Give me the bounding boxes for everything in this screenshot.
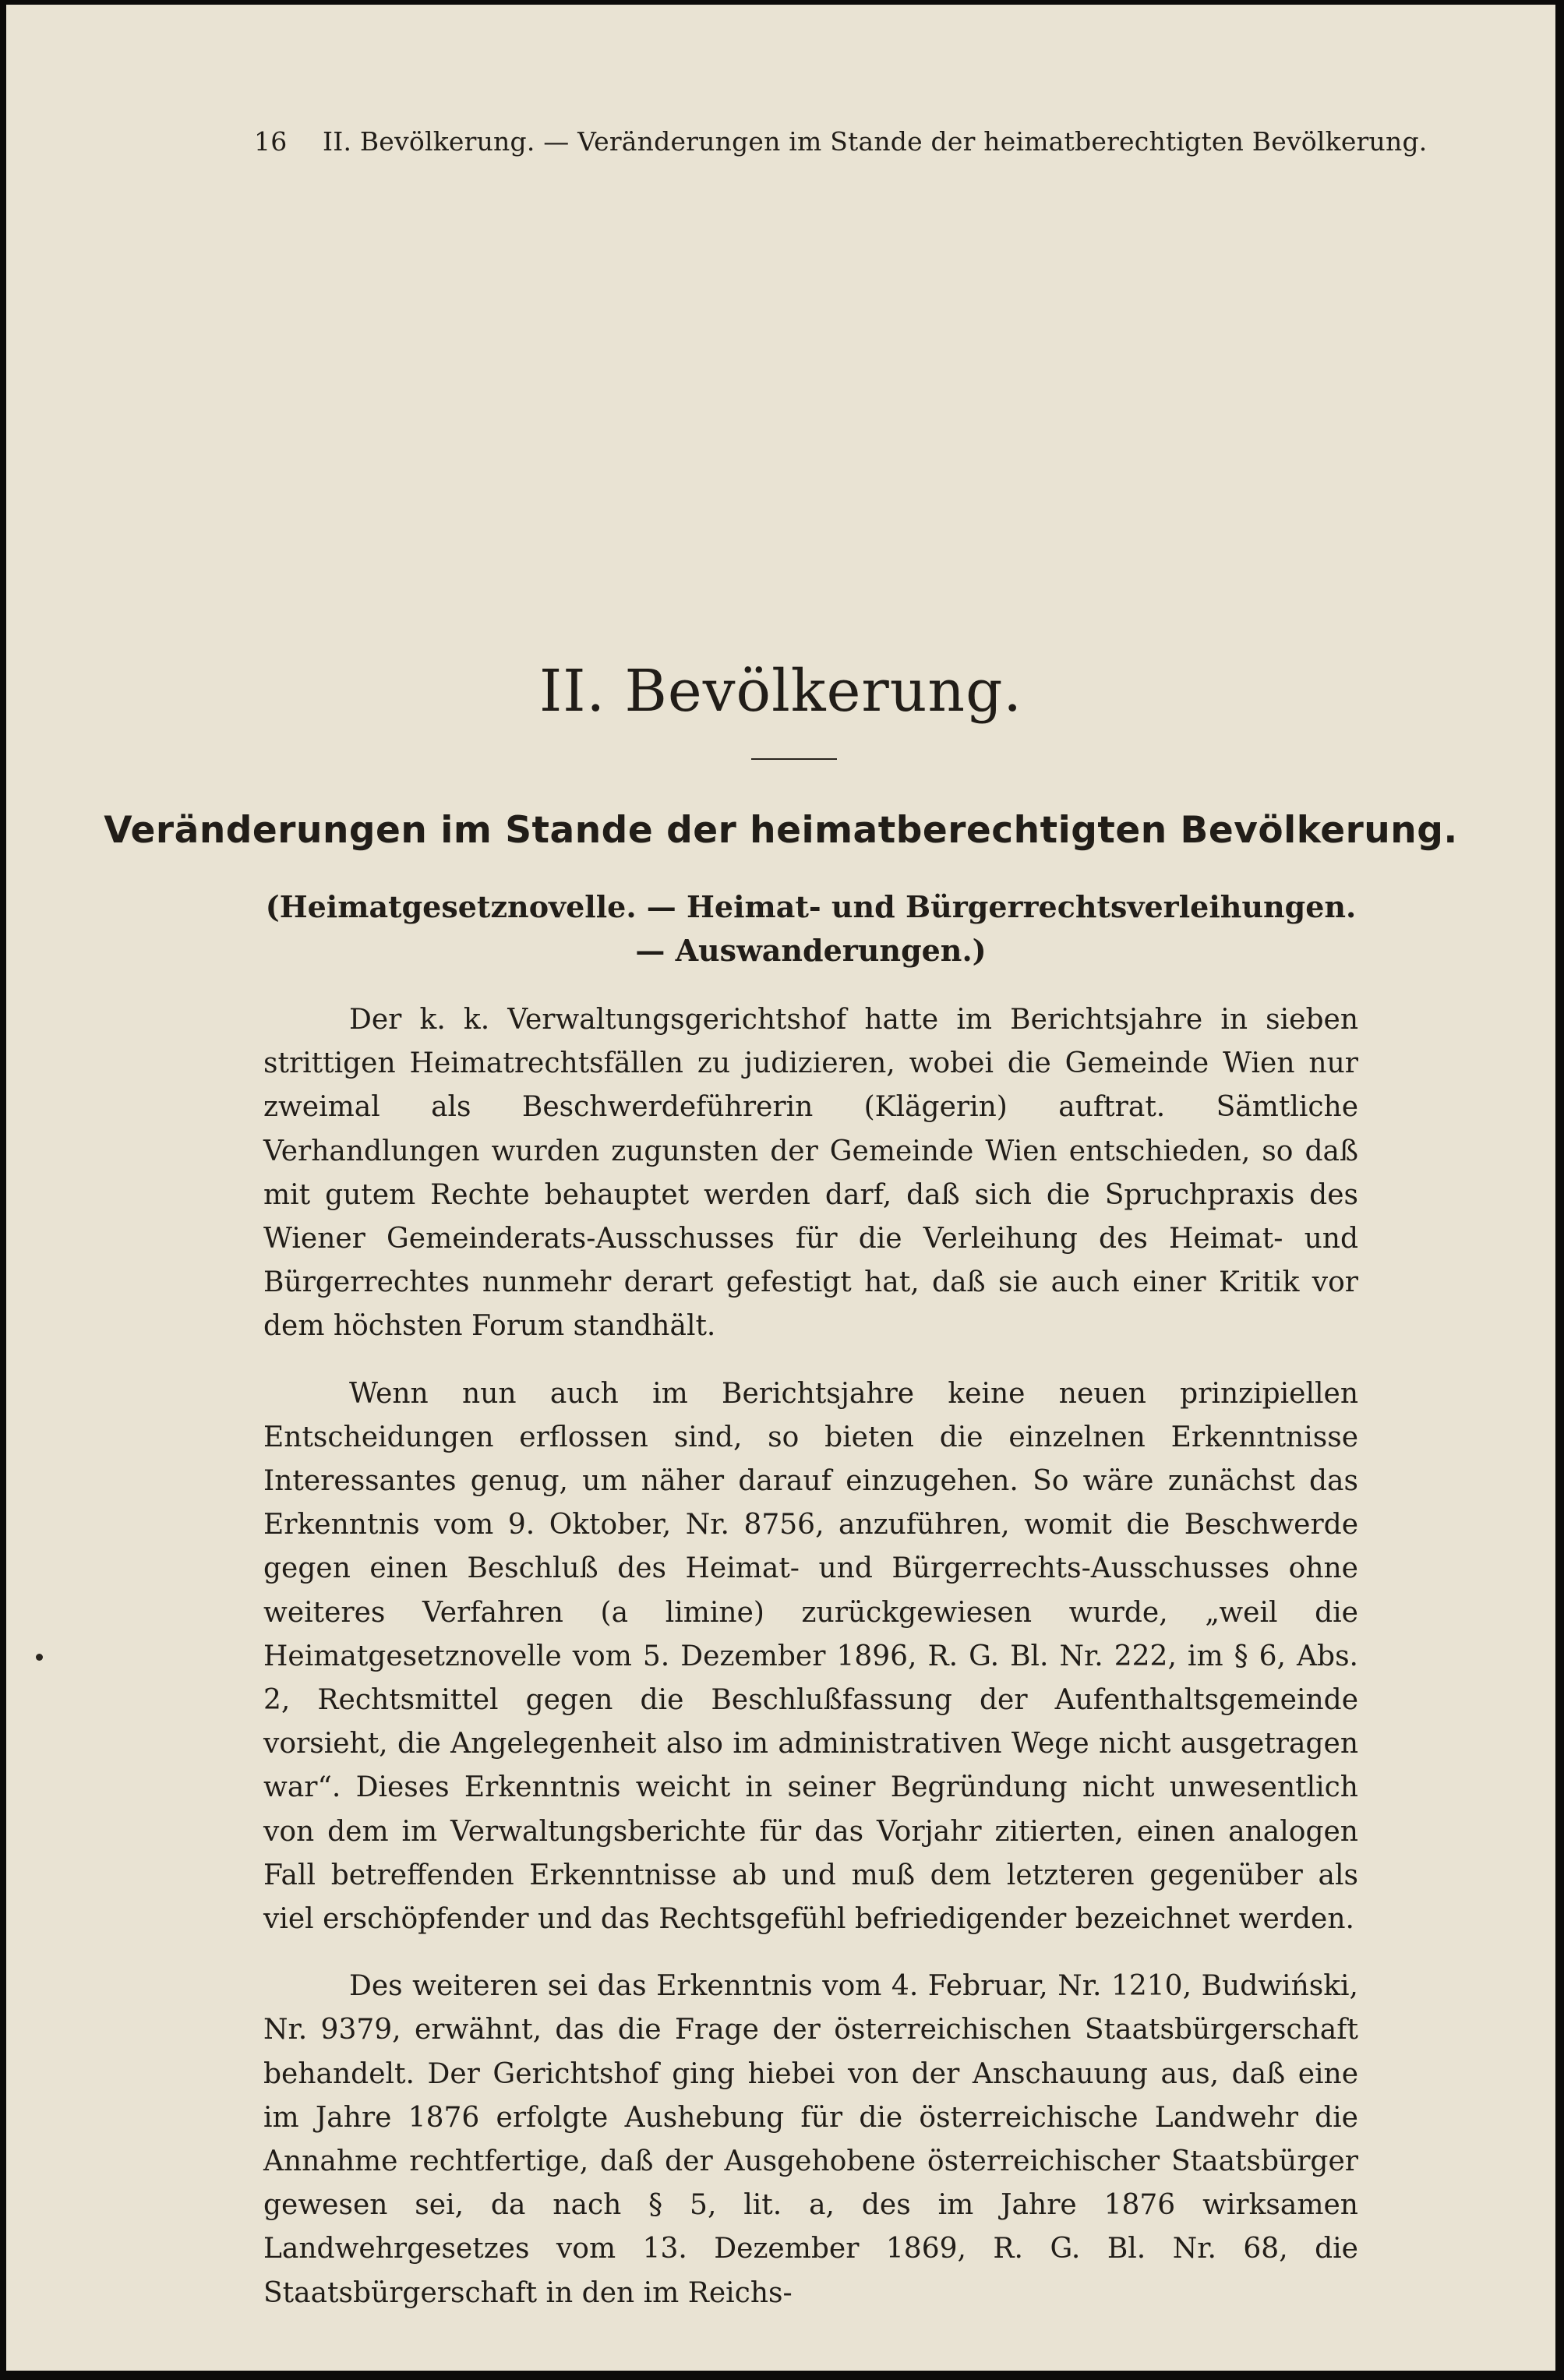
title-divider <box>751 758 837 760</box>
section-title: Veränderungen im Stande der heimatberechtigten Bevölkerung. <box>104 809 1458 852</box>
running-header <box>254 126 1428 157</box>
paragraph: Des weiteren sei das Erkenntnis vom 4. Februar, Nr. 1210, Budwiński, Nr. 9379, erwähnt, das die Frage der österreichischen Staatsbürgerschaft behandelt. Der Gerichtshof ging hiebei von der Anschauung aus, daß eine im Jahre 1876 erfolgte Aushebung für die österreichische Landwehr die Annahme rechtfertige, daß der Ausgehobene österreichischer Staatsbürger gewesen sei, da nach § 5, lit. a, des im Jahre 1876 wirksamen Landwehrgesetzes vom 13. Dezember 1869, R. G. Bl. Nr. 68, die Staatsbürgerschaft in den im Reichs- <box>263 1970 1358 2309</box>
document-page <box>6 5 1555 2371</box>
section-subtitle: (Heimatgesetznovelle. — Heimat- und Bürgerrechtsverleihungen. — Auswanderungen.) <box>265 889 1357 968</box>
body-text <box>263 998 1358 2339</box>
paragraph: Der k. k. Verwaltungsgerichtshof hatte im Berichtsjahre in sieben strittigen Heimatrechtsfällen zu judizieren, wobei die Gemeinde Wien nur zweimal als Beschwerdeführerin (Klägerin) auftrat. Sämtliche Verhandlungen wurden zugunsten der Gemeinde Wien entschieden, so daß mit gutem Rechte behauptet werden darf, daß sich die Spruchpraxis des Wiener Gemeinderats-Ausschusses für die Verleihung des Heimat- und Bürgerrechtes nunmehr derart gefestigt hat, daß sie auch einer Kritik vor dem höchsten Forum standhält. <box>263 1004 1358 1343</box>
ink-smudge <box>36 1654 43 1661</box>
page-number: 16 <box>254 126 288 157</box>
chapter-title: II. Bevölkerung. <box>539 658 1022 725</box>
running-title: II. Bevölkerung. — Veränderungen im Stande der heimatberechtigten Bevölkerung. <box>323 126 1428 157</box>
paragraph: Wenn nun auch im Berichtsjahre keine neuen prinzipiellen Entscheidungen erflossen sind, so bieten die einzelnen Erkenntnisse Interessantes genug, um näher darauf einzugehen. So wäre zunächst das Erkenntnis vom 9. Oktober, Nr. 8756, anzuführen, womit die Beschwerde gegen einen Beschluß des Heimat- und Bürgerrechts-Ausschusses ohne weiteres Verfahren (a limine) zurückgewiesen wurde, „weil die Heimatgesetznovelle vom 5. Dezember 1896, R. G. Bl. Nr. 222, im § 6, Abs. 2, Rechtsmittel gegen die Beschlußfassung der Aufenthaltsgemeinde vorsieht, die Angelegenheit also im administrativen Wege nicht ausgetragen war“. Dieses Erkenntnis weicht in seiner Begründung nicht unwesentlich von dem im Verwaltungsberichte für das Vorjahr zitierten, einen analogen Fall betreffenden Erkenntnisse ab und muß dem letzteren gegenüber als viel erschöpfender und das Rechtsgefühl befriedigender bezeichnet werden. <box>263 1377 1358 1936</box>
